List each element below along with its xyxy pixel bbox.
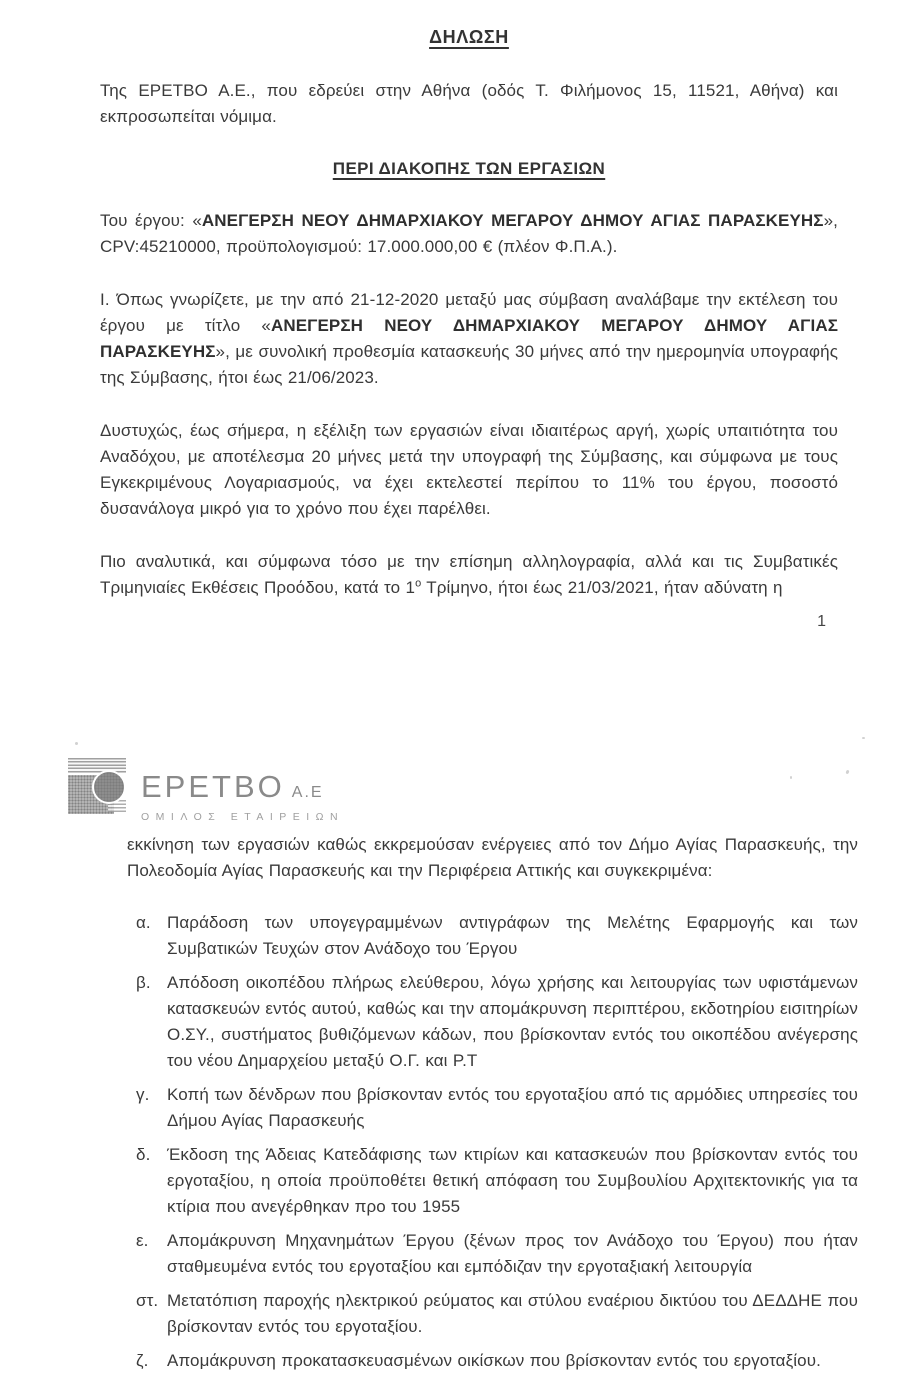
list-item-text: Μετατόπιση παροχής ηλεκτρικού ρεύματος και στύλου εναέριου δικτύου του ΔΕΔΔΗΕ που βρίσκονταν εντός του εργοταξίου. <box>167 1291 858 1336</box>
list-marker: β. <box>136 973 151 992</box>
list-item-text: Παράδοση των υπογεγραμμένων αντιγράφων της Μελέτης Εφαρμογής και των Συμβατικών Τευχών στον Ανάδοχο του Έργου <box>167 913 858 958</box>
scan-speck <box>790 776 792 779</box>
list-item-text: Απομάκρυνση προκατασκευασμένων οικίσκων που βρίσκονταν εντός του εργοταξίου. <box>167 1351 821 1370</box>
company-subtitle: ΟΜΙΛΟΣ ΕΤΑΙΡΕΙΩΝ <box>141 811 345 823</box>
list-item-text: Απομάκρυνση Μηχανημάτων Έργου (ξένων προς τον Ανάδοχο του Έργου) που ήταν σταθμευμένα εντός του εργοταξίου και εμπόδιζαν την εργοταξιακή λειτουργία <box>167 1231 858 1276</box>
list-marker: ε. <box>136 1231 149 1250</box>
document-title-text: ΔΗΛΩΣΗ <box>429 27 509 47</box>
eretvo-logo-icon <box>68 758 126 814</box>
list-item <box>136 1082 858 1134</box>
contract-prefix: Ι. Όπως γνωρίζετε, με την από 21-12-2020 μεταξύ μας σύμβαση αναλάβαμε την εκτέλεση του έργου με τίτλο « <box>100 290 838 335</box>
contract-paragraph <box>100 287 838 391</box>
detail-text-b: Τρίμηνο, ήτοι έως 21/03/2021, ήταν αδύνατη η <box>421 578 783 597</box>
intro-paragraph: Της ΕΡΕΤΒΟ Α.Ε., που εδρεύει στην Αθήνα (οδός Τ. Φιλήμονος 15, 11521, Αθήνα) και εκπροσωπείται νόμιμα. <box>100 81 838 126</box>
ordinal-superscript: ο <box>415 577 422 590</box>
list-item <box>136 970 858 1074</box>
document-title <box>100 27 838 48</box>
list-item-text: Έκδοση της Άδειας Κατεδάφισης των κτιρίων και κατασκευών που βρίσκονταν εντός του εργοταξίου, η οποία προϋποθέτει θετική απόφαση του Συμβουλίου Αρχιτεκτονικής για τα κτίρια που ανεγέρθηκαν προ του 1955 <box>167 1145 858 1216</box>
eretvo-logo <box>68 758 858 823</box>
list-marker: α. <box>136 913 151 932</box>
company-name-text: ΕΡΕΤΒΟ <box>141 769 285 804</box>
page-1 <box>0 0 918 631</box>
continuation-paragraph: εκκίνηση των εργασιών καθώς εκκρεμούσαν ενέργειες από τον Δήμο Αγίας Παρασκευής, την Πολεοδομία Αγίας Παρασκευής και την Περιφέρεια Αττικής και συγκεκριμένα: <box>127 835 858 880</box>
list-item <box>136 1228 858 1280</box>
scan-speck <box>75 742 78 745</box>
contract-project-name: ΑΝΕΓΕΡΣΗ ΝΕΟΥ ΔΗΜΑΡΧΙΑΚΟΥ ΜΕΓΑΡΟΥ ΔΗΜΟΥ ΑΓΙΑΣ ΠΑΡΑΣΚΕΥΗΣ <box>100 316 839 361</box>
page-2 <box>0 758 918 1374</box>
logo-text <box>141 758 344 823</box>
section-title-text: ΠΕΡΙ ΔΙΑΚΟΠΗΣ ΤΩΝ ΕΡΓΑΣΙΩΝ <box>332 159 606 178</box>
list-item <box>136 1288 858 1340</box>
detail-paragraph <box>100 549 838 601</box>
list-marker: δ. <box>136 1145 151 1164</box>
list-item-text: Κοπή των δένδρων που βρίσκονταν εντός του εργοταξίου από τις αρμόδιες υπηρεσίες του Δήμου Αγίας Παρασκευής <box>167 1085 858 1130</box>
list-item <box>136 1348 858 1374</box>
list-item <box>136 910 858 962</box>
list-item-text: Απόδοση οικοπέδου πλήρως ελεύθερου, λόγω χρήσης και λειτουργίας των υφιστάμενων κατασκευών εντός αυτού, καθώς και την απομάκρυνση περιπτέρου, εκδοτηρίου εισιτηρίων Ο.ΣΥ., συστήματος βυθιζόμενων κάδων, που βρίσκονταν εντός του οικοπέδου ανέγερσης του νέου Δημαρχείου μεταξύ Ο.Γ. και Ρ.Τ <box>167 973 858 1070</box>
pending-actions-list <box>136 910 858 1374</box>
list-marker: γ. <box>136 1085 150 1104</box>
project-suffix: », CPV:45210000, προϋπολογισμού: 17.000.000,00 € (πλέον Φ.Π.Α.). <box>100 211 838 256</box>
delay-paragraph: Δυστυχώς, έως σήμερα, η εξέλιξη των εργασιών είναι ιδιαιτέρως αργή, χωρίς υπαιτιότητα του Αναδόχου, με αποτέλεσμα 20 μήνες μετά την υπογραφή της Σύμβασης, και σύμφωνα με τους Εγκεκριμένους Λογαριασμούς, να έχει εκτελεστεί περίπου το 11% του έργου, ποσοστό δυσανάλογα μικρό για το χρόνο που έχει παρέλθει. <box>100 421 838 518</box>
contract-suffix: », με συνολική προθεσμία κατασκευής 30 μήνες από την ημερομηνία υπογραφής της Σύμβασης, ήτοι έως 21/06/2023. <box>100 342 838 387</box>
project-paragraph <box>100 208 838 260</box>
company-name <box>141 769 344 808</box>
project-name: ΑΝΕΓΕΡΣΗ ΝΕΟΥ ΔΗΜΑΡΧΙΑΚΟΥ ΜΕΓΑΡΟΥ ΔΗΜΟΥ ΑΓΙΑΣ ΠΑΡΑΣΚΕΥΗΣ <box>201 211 824 230</box>
logo-circle-decoration <box>92 770 126 804</box>
list-marker: στ. <box>136 1291 159 1310</box>
page-number: 1 <box>817 613 826 630</box>
list-marker: ζ. <box>136 1351 149 1370</box>
company-legal-form: Α.Ε <box>291 784 324 801</box>
page-gap <box>0 631 918 758</box>
list-item <box>136 1142 858 1220</box>
project-prefix: Του έργου: « <box>100 211 202 230</box>
section-title <box>100 159 838 179</box>
scan-speck <box>862 737 865 739</box>
detail-text-a: Πιο αναλυτικά, και σύμφωνα τόσο με την επίσημη αλληλογραφία, αλλά και τις Συμβατικές Τριμηνιαίες Εκθέσεις Προόδου, κατά το 1 <box>100 552 838 597</box>
logo-stripes-decoration <box>68 758 126 773</box>
